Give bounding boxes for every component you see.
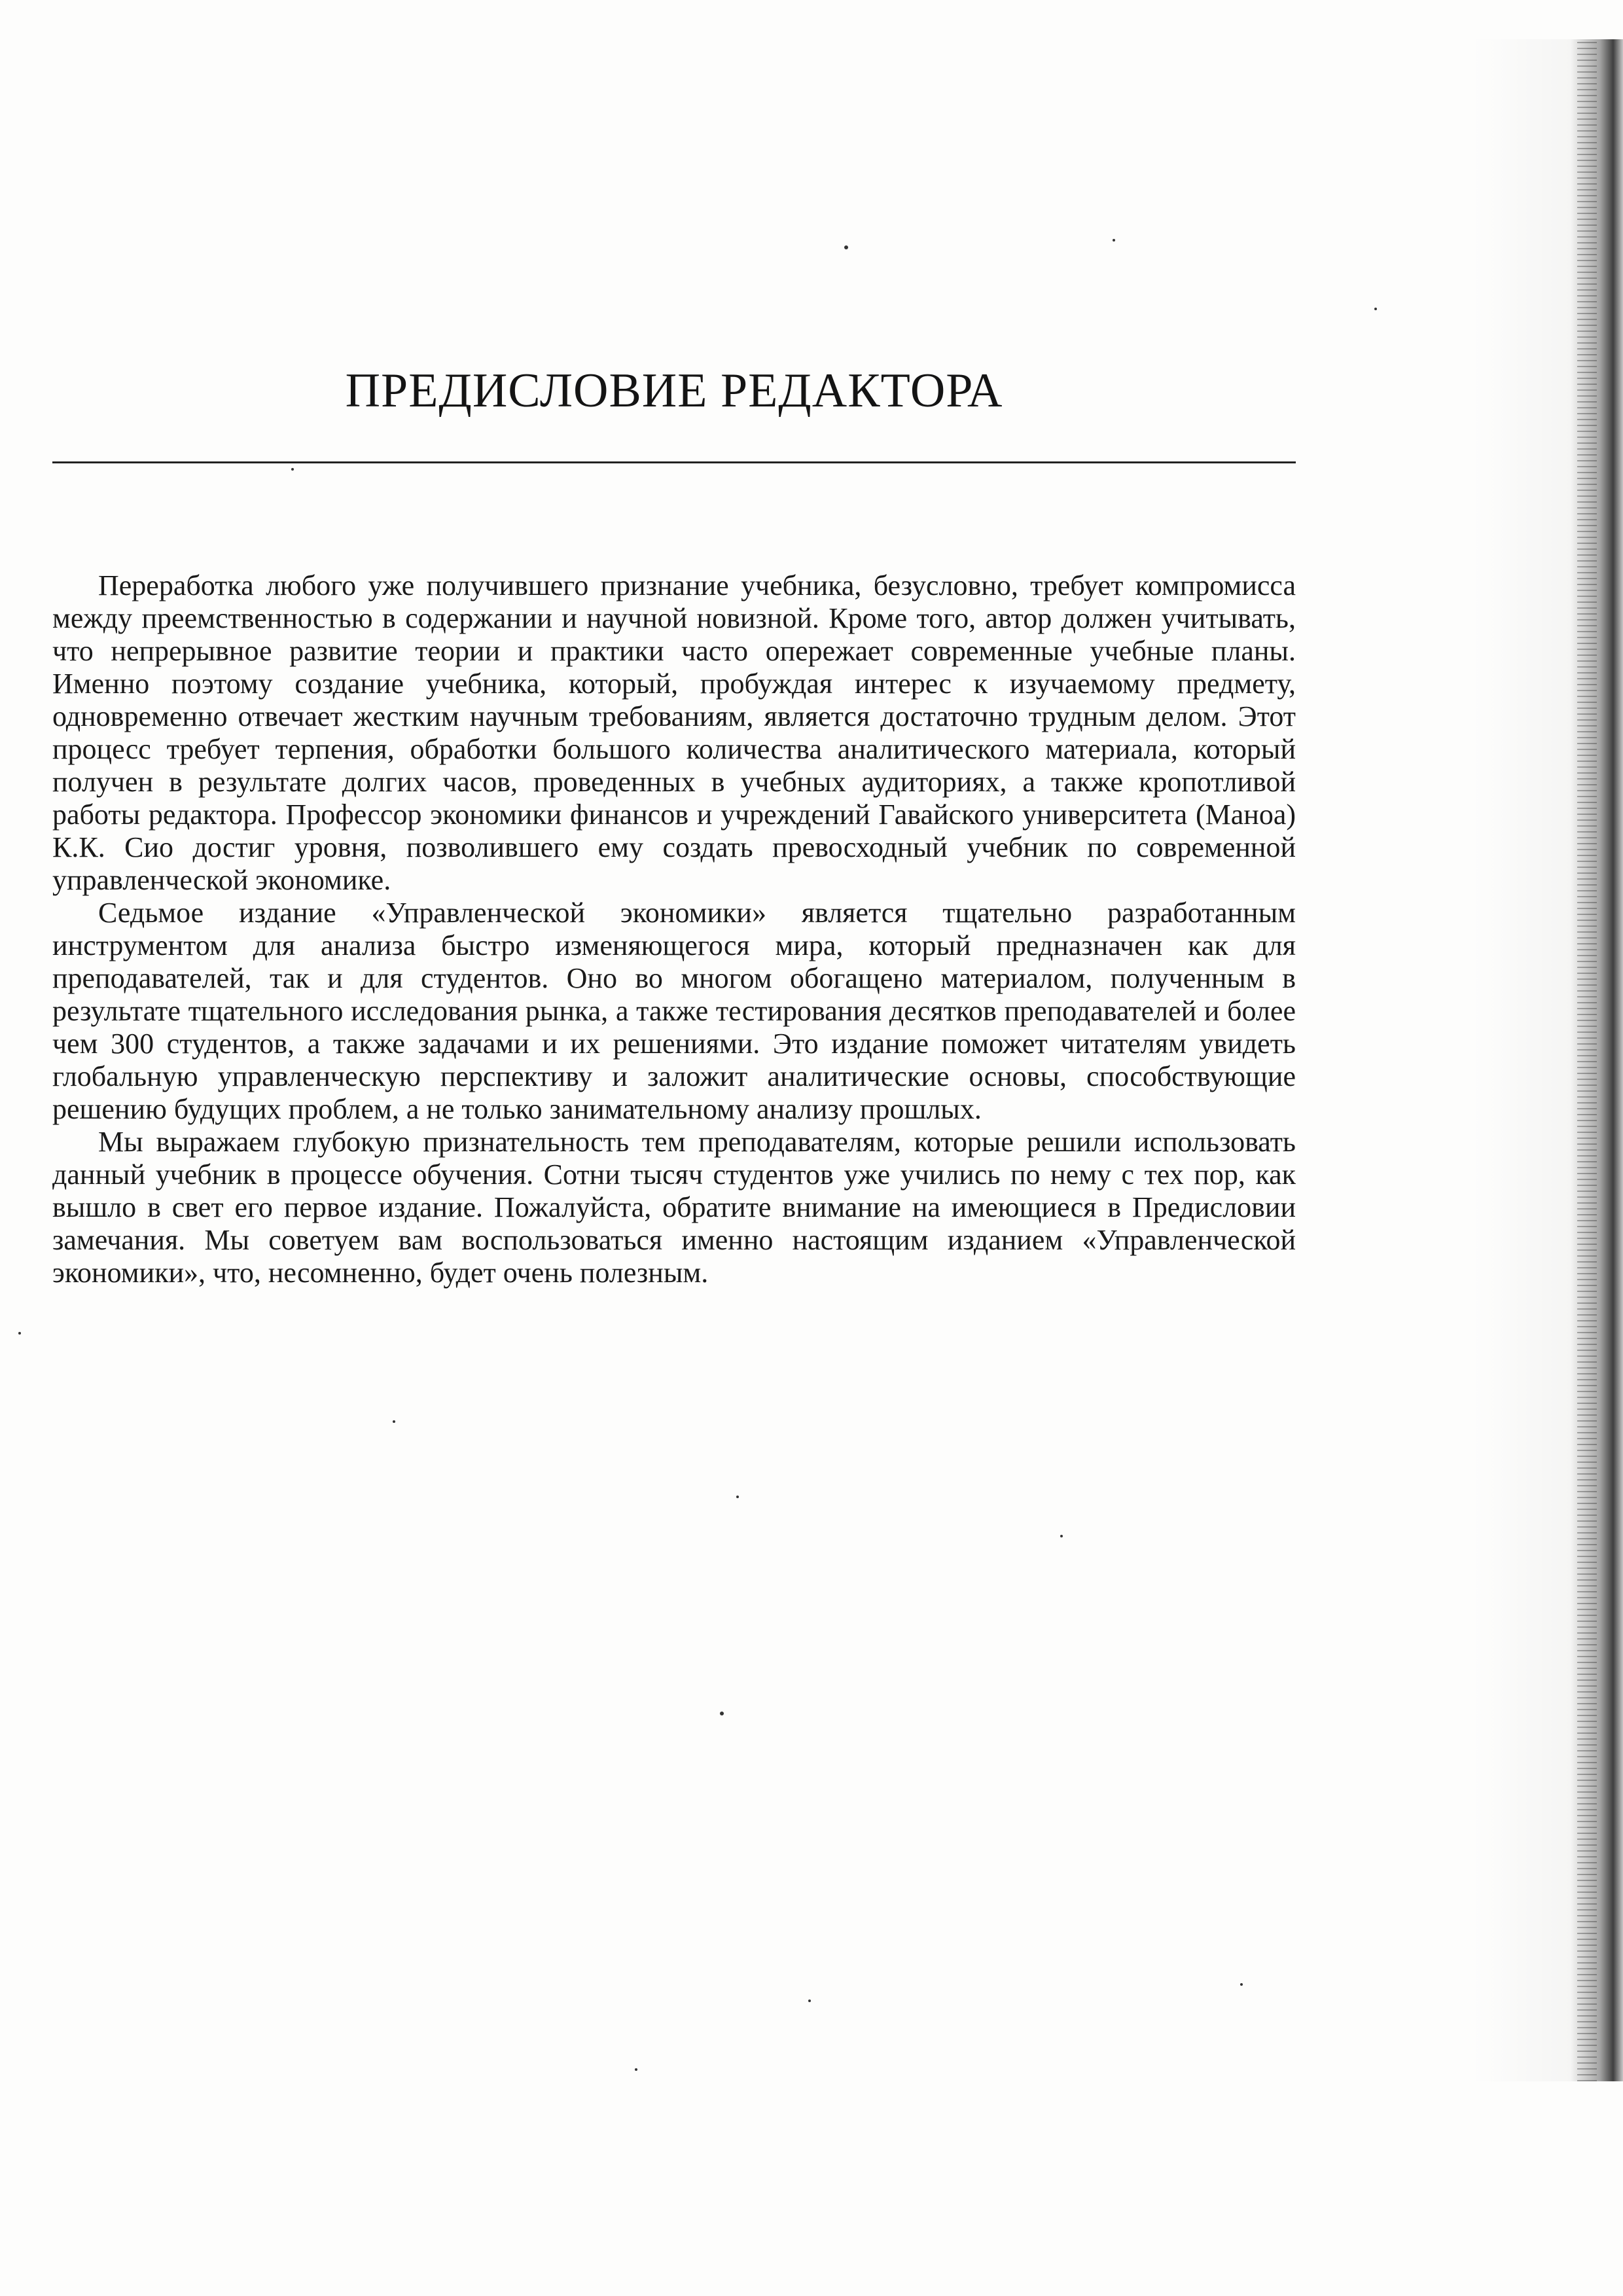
scan-speck xyxy=(18,1332,21,1335)
paragraph-3: Мы выражаем глубокую признательность тем преподавателям, которые решили использовать данный учебник в процессе обучения. Сотни тысяч студентов уже учились по нему с тех пор, как вышло в свет его первое издание. Пожалуйста, обратите внимание на имеющиеся в Предисловии замечания. Мы советуем вам воспользоваться именно настоящим изданием «Управленческой экономики», что, несомненно, будет очень полезным. xyxy=(52,1126,1296,1289)
scan-edge-shadow xyxy=(1472,39,1623,2081)
paragraph-1: Переработка любого уже получившего признание учебника, безусловно, требует компромисса между преемственностью в содержании и научной новизной. Кроме того, автор должен учитывать, что непрерывное развитие теории и практики часто опережает современные учебные планы. Именно поэтому создание учебника, который, пробуждая интерес к изучаемому предмету, одновременно отвечает жестким научным требованиям, является достаточно трудным делом. Этот процесс требует терпения, обработки большого количества аналитического материала, который получен в результате долгих часов, проведенных в учебных аудиториях, а также кропотливой работы редактора. Профессор экономики финансов и учреждений Гавайского университета (Маноа) К.К. Сио достиг уровня, позволившего ему создать превосходный учебник по современной управленческой экономике. xyxy=(52,569,1296,896)
scan-speck xyxy=(1113,239,1115,242)
scan-edge-noise xyxy=(1577,39,1597,2081)
scan-speck xyxy=(808,2000,811,2002)
scan-speck xyxy=(844,245,848,249)
scan-speck xyxy=(393,1420,395,1423)
title-rule xyxy=(52,461,1296,463)
body-text xyxy=(52,569,1296,1289)
scan-speck xyxy=(635,2068,637,2071)
scan-speck xyxy=(720,1712,724,1715)
paragraph-2: Седьмое издание «Управленческой экономики» является тщательно разработанным инструментом для анализа быстро изменяющегося мира, который предназначен как для преподавателей, так и для студентов. Оно во многом обогащено материалом, полученным в результате тщательного исследования рынка, а также тестирования десятков преподавателей и более чем 300 студентов, а также задачами и их решениями. Это издание поможет читателям увидеть глобальную управленческую перспективу и заложит аналитические основы, способствующие решению будущих проблем, а не только занимательному анализу прошлых. xyxy=(52,897,1296,1125)
scan-speck xyxy=(1060,1535,1063,1537)
scan-speck xyxy=(1240,1983,1243,1986)
scan-speck xyxy=(736,1496,739,1498)
page-title: ПРЕДИСЛОВИЕ РЕДАКТОРА xyxy=(345,364,1003,418)
scan-speck xyxy=(291,468,294,471)
scan-speck xyxy=(1374,308,1377,310)
